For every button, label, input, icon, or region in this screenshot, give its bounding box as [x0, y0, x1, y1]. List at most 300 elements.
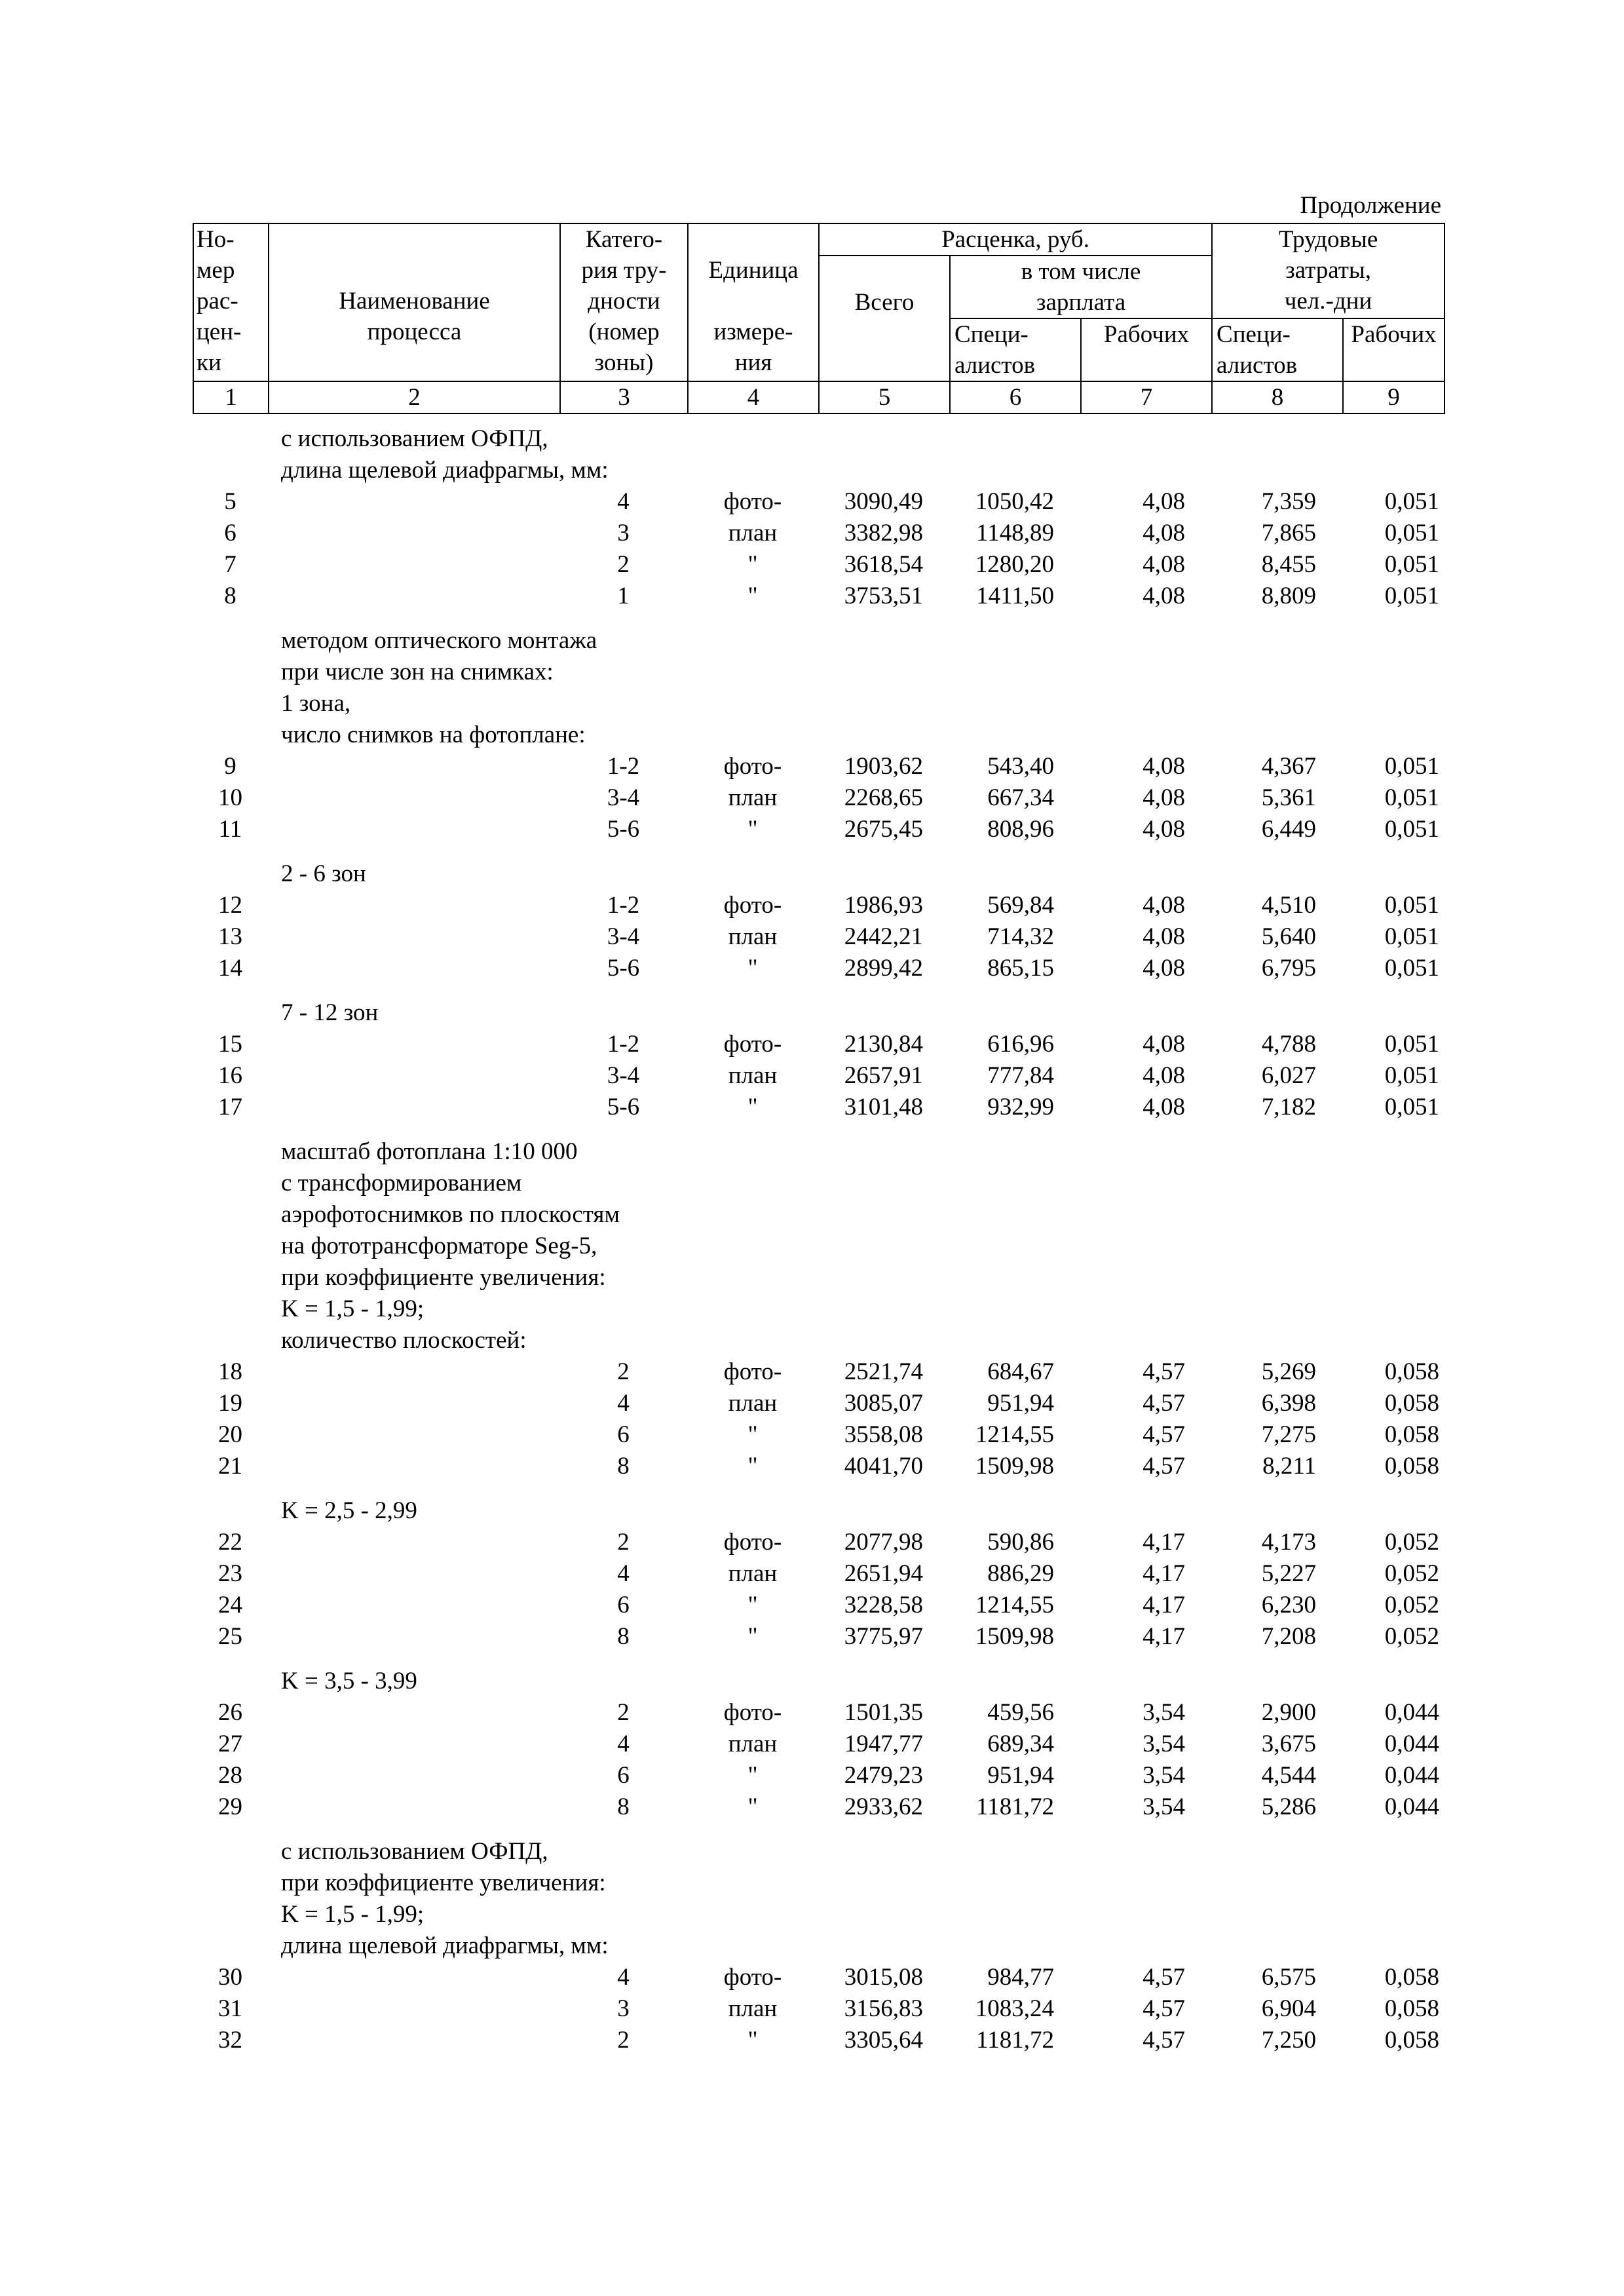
- cell-salary-specialists: 865,15: [987, 955, 1054, 982]
- cell-price-total: 1903,62: [844, 753, 923, 780]
- cell-rate-number: 21: [218, 1453, 242, 1480]
- cell-category: 3-4: [607, 784, 640, 811]
- cell-price-total: 2442,21: [844, 923, 923, 950]
- table-row: [193, 1451, 1444, 1482]
- cell-category: 2: [617, 1358, 630, 1385]
- cell-salary-workers: 3,54: [1142, 1762, 1185, 1789]
- cell-labor-workers: 0,058: [1384, 1390, 1439, 1417]
- cell-salary-specialists: 459,56: [987, 1699, 1054, 1726]
- header-workers-salary: Рабочих: [1081, 318, 1212, 381]
- process-label: методом оптического монтажа: [281, 627, 597, 654]
- cell-price-total: 3101,48: [844, 1094, 923, 1120]
- cell-labor-specialists: 4,544: [1261, 1762, 1316, 1789]
- cell-labor-workers: 0,058: [1384, 1453, 1439, 1480]
- cell-salary-specialists: 689,34: [987, 1731, 1054, 1757]
- table-header: [193, 223, 1445, 414]
- cell-price-total: 3558,08: [844, 1421, 923, 1448]
- cell-salary-specialists: 1509,98: [975, 1623, 1054, 1650]
- cell-rate-number: 18: [218, 1358, 242, 1385]
- cell-rate-number: 25: [218, 1623, 242, 1650]
- cell-labor-specialists: 4,173: [1261, 1529, 1316, 1556]
- cell-salary-workers: 4,08: [1142, 1031, 1185, 1058]
- process-group: [193, 1136, 1444, 1482]
- cell-labor-specialists: 7,275: [1261, 1421, 1316, 1448]
- cell-rate-number: 17: [218, 1094, 242, 1120]
- cell-unit: ": [747, 1762, 758, 1789]
- table-row: [193, 921, 1444, 953]
- process-label: с использованием ОФПД,: [281, 425, 548, 452]
- group-spacer: [193, 1123, 1444, 1136]
- cell-labor-workers: 0,052: [1384, 1560, 1439, 1587]
- cell-category: 3-4: [607, 1062, 640, 1089]
- process-group: [193, 423, 1444, 612]
- cell-labor-specialists: 6,795: [1261, 955, 1316, 982]
- cell-labor-workers: 0,051: [1384, 1062, 1439, 1089]
- column-number: 7: [1081, 381, 1212, 413]
- header-rate-number: Но- мер рас- цен- ки: [193, 223, 269, 381]
- process-label: длина щелевой диафрагмы, мм:: [281, 1932, 609, 1959]
- cell-category: 5-6: [607, 955, 640, 982]
- cell-category: 3: [617, 520, 630, 546]
- cell-category: 4: [617, 488, 630, 515]
- cell-labor-workers: 0,051: [1384, 955, 1439, 982]
- cell-salary-workers: 4,08: [1142, 551, 1185, 578]
- cell-category: 4: [617, 1731, 630, 1757]
- cell-labor-specialists: 5,286: [1261, 1793, 1316, 1820]
- cell-price-total: 1501,35: [844, 1699, 923, 1726]
- cell-category: 4: [617, 1560, 630, 1587]
- cell-salary-workers: 4,08: [1142, 1094, 1185, 1120]
- cell-unit: фото-: [723, 1699, 782, 1726]
- cell-rate-number: 13: [218, 923, 242, 950]
- cell-rate-number: 26: [218, 1699, 242, 1726]
- cell-category: 4: [617, 1390, 630, 1417]
- cell-rate-number: 27: [218, 1731, 242, 1757]
- cell-unit: план: [728, 520, 778, 546]
- cell-salary-specialists: 1050,42: [975, 488, 1054, 515]
- cell-unit: план: [728, 1995, 778, 2022]
- cell-labor-workers: 0,052: [1384, 1529, 1439, 1556]
- column-number: 2: [269, 381, 560, 413]
- cell-rate-number: 11: [218, 816, 242, 843]
- column-number: 6: [950, 381, 1081, 413]
- cell-price-total: 3090,49: [844, 488, 923, 515]
- cell-rate-number: 32: [218, 2027, 242, 2054]
- cell-labor-workers: 0,051: [1384, 892, 1439, 919]
- cell-unit: фото-: [723, 1031, 782, 1058]
- table-row: [193, 581, 1444, 612]
- cell-labor-workers: 0,051: [1384, 520, 1439, 546]
- cell-labor-specialists: 6,027: [1261, 1062, 1316, 1089]
- cell-salary-specialists: 1214,55: [975, 1421, 1054, 1448]
- cell-price-total: 2651,94: [844, 1560, 923, 1587]
- cell-rate-number: 30: [218, 1964, 242, 1991]
- cell-price-total: 2657,91: [844, 1062, 923, 1089]
- cell-salary-workers: 4,08: [1142, 892, 1185, 919]
- cell-rate-number: 9: [224, 753, 236, 780]
- cell-labor-specialists: 6,449: [1261, 816, 1316, 843]
- cell-price-total: 3085,07: [844, 1390, 923, 1417]
- group-spacer: [193, 612, 1444, 625]
- cell-salary-specialists: 1181,72: [976, 1793, 1054, 1820]
- cell-category: 1-2: [607, 1031, 640, 1058]
- table-row: [193, 549, 1444, 581]
- cell-labor-workers: 0,058: [1384, 1995, 1439, 2022]
- cell-rate-number: 14: [218, 955, 242, 982]
- cell-labor-specialists: 5,227: [1261, 1560, 1316, 1587]
- cell-category: 2: [617, 2027, 630, 2054]
- table-row: [193, 890, 1444, 921]
- cell-labor-workers: 0,051: [1384, 551, 1439, 578]
- column-number: 3: [560, 381, 688, 413]
- cell-labor-specialists: 6,904: [1261, 1995, 1316, 2022]
- process-group: [193, 625, 1444, 845]
- table-row: [193, 1993, 1444, 2025]
- cell-salary-specialists: 1083,24: [975, 1995, 1054, 2022]
- group-spacer: [193, 1653, 1444, 1666]
- table-row: [193, 1388, 1444, 1419]
- header-including-salary: в том числе зарплата: [950, 256, 1212, 318]
- cell-salary-workers: 4,08: [1142, 753, 1185, 780]
- cell-category: 5-6: [607, 816, 640, 843]
- cell-salary-specialists: 951,94: [987, 1390, 1054, 1417]
- cell-category: 6: [617, 1592, 630, 1618]
- table-row: [193, 1092, 1444, 1123]
- cell-category: 6: [617, 1762, 630, 1789]
- cell-salary-specialists: 1411,50: [976, 583, 1054, 609]
- cell-unit: фото-: [723, 1358, 782, 1385]
- group-spacer: [193, 984, 1444, 997]
- cell-salary-workers: 4,17: [1142, 1623, 1185, 1650]
- header-process-name: Наименование процесса: [269, 223, 560, 381]
- cell-salary-workers: 4,57: [1142, 1453, 1185, 1480]
- cell-category: 4: [617, 1964, 630, 1991]
- header-specialists-salary: Специ- алистов: [950, 318, 1081, 381]
- cell-category: 8: [617, 1623, 630, 1650]
- cell-unit: фото-: [723, 488, 782, 515]
- process-label: 2 - 6 зон: [281, 860, 366, 887]
- cell-price-total: 3775,97: [844, 1623, 923, 1650]
- header-unit: Единица измере- ния: [688, 223, 819, 381]
- process-label: K = 2,5 - 2,99: [281, 1497, 417, 1524]
- table-row: [193, 1419, 1444, 1451]
- cell-labor-specialists: 7,865: [1261, 520, 1316, 546]
- cell-category: 2: [617, 551, 630, 578]
- cell-salary-specialists: 808,96: [987, 816, 1054, 843]
- cell-unit: фото-: [723, 753, 782, 780]
- process-group: [193, 1495, 1444, 1653]
- process-label: при числе зон на снимках:: [281, 659, 554, 685]
- column-number: 9: [1343, 381, 1445, 413]
- cell-labor-workers: 0,051: [1384, 583, 1439, 609]
- cell-labor-workers: 0,058: [1384, 1964, 1439, 1991]
- process-group: [193, 1666, 1444, 1823]
- cell-labor-specialists: 7,182: [1261, 1094, 1316, 1120]
- continuation-label: Продолжение: [1300, 192, 1441, 219]
- cell-salary-workers: 4,57: [1142, 1421, 1185, 1448]
- header-labor-group: Трудовые затраты, чел.-дни: [1212, 223, 1445, 318]
- cell-salary-workers: 4,08: [1142, 955, 1185, 982]
- cell-labor-workers: 0,058: [1384, 1358, 1439, 1385]
- cell-rate-number: 16: [218, 1062, 242, 1089]
- cell-price-total: 3382,98: [844, 520, 923, 546]
- cell-labor-workers: 0,044: [1384, 1699, 1439, 1726]
- cell-salary-workers: 4,08: [1142, 816, 1185, 843]
- table-row: [193, 518, 1444, 549]
- cell-labor-workers: 0,051: [1384, 816, 1439, 843]
- cell-rate-number: 24: [218, 1592, 242, 1618]
- cell-labor-workers: 0,051: [1384, 488, 1439, 515]
- table-row: [193, 1621, 1444, 1653]
- process-label: K = 1,5 - 1,99;: [281, 1295, 425, 1322]
- cell-unit: ": [747, 816, 758, 843]
- cell-labor-workers: 0,052: [1384, 1623, 1439, 1650]
- cell-salary-workers: 3,54: [1142, 1793, 1185, 1820]
- cell-labor-workers: 0,058: [1384, 2027, 1439, 2054]
- cell-labor-specialists: 7,250: [1261, 2027, 1316, 2054]
- cell-rate-number: 20: [218, 1421, 242, 1448]
- table-row: [193, 2025, 1444, 2056]
- cell-salary-specialists: 616,96: [987, 1031, 1054, 1058]
- cell-price-total: 1986,93: [844, 892, 923, 919]
- cell-unit: ": [747, 1793, 758, 1820]
- cell-unit: ": [747, 1592, 758, 1618]
- cell-labor-workers: 0,051: [1384, 923, 1439, 950]
- table-row: [193, 1697, 1444, 1729]
- cell-rate-number: 31: [218, 1995, 242, 2022]
- table-row: [193, 1029, 1444, 1060]
- cell-price-total: 2675,45: [844, 816, 923, 843]
- header-rate-group: Расценка, руб.: [819, 223, 1212, 256]
- cell-price-total: 3228,58: [844, 1592, 923, 1618]
- table-row: [193, 1791, 1444, 1823]
- group-spacer: [193, 845, 1444, 858]
- process-label: 1 зона,: [281, 690, 351, 717]
- cell-labor-specialists: 7,208: [1261, 1623, 1316, 1650]
- table-row: [193, 1558, 1444, 1590]
- process-group: [193, 1836, 1444, 2056]
- cell-price-total: 2521,74: [844, 1358, 923, 1385]
- cell-labor-specialists: 8,455: [1261, 551, 1316, 578]
- table-row: [193, 1729, 1444, 1760]
- cell-salary-workers: 4,57: [1142, 1995, 1185, 2022]
- cell-category: 3: [617, 1995, 630, 2022]
- cell-labor-workers: 0,052: [1384, 1592, 1439, 1618]
- cell-salary-workers: 4,17: [1142, 1529, 1185, 1556]
- cell-labor-specialists: 5,361: [1261, 784, 1316, 811]
- cell-salary-specialists: 569,84: [987, 892, 1054, 919]
- table-row: [193, 1590, 1444, 1621]
- column-number: 4: [688, 381, 819, 413]
- process-label: масштаб фотоплана 1:10 000: [281, 1138, 578, 1165]
- cell-labor-specialists: 8,211: [1262, 1453, 1316, 1480]
- cell-labor-specialists: 6,398: [1261, 1390, 1316, 1417]
- cell-salary-workers: 4,08: [1142, 583, 1185, 609]
- cell-salary-specialists: 886,29: [987, 1560, 1054, 1587]
- cell-unit: план: [728, 1390, 778, 1417]
- column-number: 8: [1212, 381, 1343, 413]
- table-row: [193, 782, 1444, 814]
- cell-labor-workers: 0,051: [1384, 1031, 1439, 1058]
- group-spacer: [193, 1482, 1444, 1495]
- group-spacer: [193, 1823, 1444, 1836]
- cell-salary-workers: 3,54: [1142, 1699, 1185, 1726]
- cell-rate-number: 23: [218, 1560, 242, 1587]
- process-label: аэрофотоснимков по плоскостям: [281, 1201, 620, 1228]
- cell-labor-workers: 0,044: [1384, 1762, 1439, 1789]
- cell-rate-number: 6: [224, 520, 236, 546]
- cell-labor-specialists: 6,575: [1261, 1964, 1316, 1991]
- cell-salary-specialists: 932,99: [987, 1094, 1054, 1120]
- cell-labor-workers: 0,044: [1384, 1731, 1439, 1757]
- cell-unit: ": [747, 2027, 758, 2054]
- cell-salary-workers: 4,08: [1142, 784, 1185, 811]
- cell-price-total: 1947,77: [844, 1731, 923, 1757]
- cell-salary-workers: 3,54: [1142, 1731, 1185, 1757]
- cell-category: 1-2: [607, 892, 640, 919]
- cell-price-total: 2268,65: [844, 784, 923, 811]
- table-row: [193, 1962, 1444, 1993]
- cell-salary-specialists: 667,34: [987, 784, 1054, 811]
- cell-price-total: 3618,54: [844, 551, 923, 578]
- table-row: [193, 953, 1444, 984]
- column-number-row: [193, 381, 1445, 413]
- cell-unit: план: [728, 923, 778, 950]
- cell-rate-number: 7: [224, 551, 236, 578]
- cell-rate-number: 8: [224, 583, 236, 609]
- cell-labor-specialists: 5,269: [1261, 1358, 1316, 1385]
- table-row: [193, 751, 1444, 782]
- cell-labor-specialists: 4,367: [1261, 753, 1316, 780]
- table-row: [193, 1760, 1444, 1791]
- cell-salary-specialists: 777,84: [987, 1062, 1054, 1089]
- cell-salary-workers: 4,17: [1142, 1592, 1185, 1618]
- cell-labor-workers: 0,051: [1384, 1094, 1439, 1120]
- cell-unit: план: [728, 784, 778, 811]
- cell-category: 5-6: [607, 1094, 640, 1120]
- cell-category: 2: [617, 1529, 630, 1556]
- table-row: [193, 1356, 1444, 1388]
- cell-price-total: 2933,62: [844, 1793, 923, 1820]
- process-group: [193, 997, 1444, 1123]
- cell-price-total: 2130,84: [844, 1031, 923, 1058]
- process-label: длина щелевой диафрагмы, мм:: [281, 457, 609, 484]
- cell-salary-specialists: 1148,89: [976, 520, 1054, 546]
- column-number: 5: [819, 381, 950, 413]
- cell-rate-number: 15: [218, 1031, 242, 1058]
- cell-salary-specialists: 1280,20: [975, 551, 1054, 578]
- cell-salary-workers: 4,08: [1142, 1062, 1185, 1089]
- cell-rate-number: 12: [218, 892, 242, 919]
- cell-category: 1: [617, 583, 630, 609]
- cell-labor-specialists: 4,510: [1261, 892, 1316, 919]
- cell-price-total: 2479,23: [844, 1762, 923, 1789]
- cell-salary-specialists: 684,67: [987, 1358, 1054, 1385]
- table-body: [193, 423, 1444, 2056]
- cell-labor-specialists: 4,788: [1261, 1031, 1316, 1058]
- cell-salary-specialists: 1509,98: [975, 1453, 1054, 1480]
- cell-labor-specialists: 5,640: [1261, 923, 1316, 950]
- process-label: K = 1,5 - 1,99;: [281, 1901, 425, 1928]
- process-label: с трансформированием: [281, 1170, 522, 1196]
- cell-price-total: 4041,70: [844, 1453, 923, 1480]
- table-row: [193, 1060, 1444, 1092]
- cell-salary-workers: 4,57: [1142, 1964, 1185, 1991]
- cell-salary-specialists: 1181,72: [976, 2027, 1054, 2054]
- cell-salary-specialists: 951,94: [987, 1762, 1054, 1789]
- header-total: Всего: [819, 256, 950, 381]
- cell-labor-workers: 0,051: [1384, 753, 1439, 780]
- cell-unit: фото-: [723, 1529, 782, 1556]
- cell-salary-specialists: 714,32: [987, 923, 1054, 950]
- cell-unit: фото-: [723, 892, 782, 919]
- process-label: 7 - 12 зон: [281, 999, 379, 1026]
- cell-salary-workers: 4,17: [1142, 1560, 1185, 1587]
- process-label: число снимков на фотоплане:: [281, 721, 586, 748]
- cell-rate-number: 22: [218, 1529, 242, 1556]
- table-row: [193, 486, 1444, 518]
- cell-rate-number: 19: [218, 1390, 242, 1417]
- cell-unit: план: [728, 1062, 778, 1089]
- cell-price-total: 3015,08: [844, 1964, 923, 1991]
- process-label: с использованием ОФПД,: [281, 1838, 548, 1865]
- header-workers-labor: Рабочих: [1343, 318, 1445, 381]
- cell-salary-workers: 4,08: [1142, 520, 1185, 546]
- cell-salary-workers: 4,08: [1142, 923, 1185, 950]
- process-group: [193, 858, 1444, 984]
- header-specialists-labor: Специ- алистов: [1212, 318, 1343, 381]
- cell-category: 1-2: [607, 753, 640, 780]
- header-category: Катего- рия тру- дности (номер зоны): [560, 223, 688, 381]
- cell-unit: ": [747, 1094, 758, 1120]
- cell-labor-specialists: 7,359: [1261, 488, 1316, 515]
- cell-labor-workers: 0,058: [1384, 1421, 1439, 1448]
- cell-unit: ": [747, 583, 758, 609]
- cell-salary-specialists: 543,40: [987, 753, 1054, 780]
- cell-unit: ": [747, 1623, 758, 1650]
- cell-price-total: 2899,42: [844, 955, 923, 982]
- cell-labor-specialists: 3,675: [1261, 1731, 1316, 1757]
- cell-labor-workers: 0,044: [1384, 1793, 1439, 1820]
- cell-unit: ": [747, 1421, 758, 1448]
- cell-salary-workers: 4,57: [1142, 1390, 1185, 1417]
- cell-unit: ": [747, 955, 758, 982]
- cell-labor-specialists: 6,230: [1261, 1592, 1316, 1618]
- cell-price-total: 2077,98: [844, 1529, 923, 1556]
- table-row: [193, 1527, 1444, 1558]
- cell-price-total: 3753,51: [844, 583, 923, 609]
- process-label: на фототрансформаторе Seg-5,: [281, 1233, 597, 1259]
- cell-unit: ": [747, 551, 758, 578]
- cell-price-total: 3156,83: [844, 1995, 923, 2022]
- cell-unit: фото-: [723, 1964, 782, 1991]
- cell-category: 3-4: [607, 923, 640, 950]
- process-label: при коэффициенте увеличения:: [281, 1869, 606, 1896]
- cell-labor-workers: 0,051: [1384, 784, 1439, 811]
- cell-salary-workers: 4,57: [1142, 1358, 1185, 1385]
- cell-salary-workers: 4,08: [1142, 488, 1185, 515]
- process-label: при коэффициенте увеличения:: [281, 1264, 606, 1291]
- cell-rate-number: 29: [218, 1793, 242, 1820]
- process-label: K = 3,5 - 3,99: [281, 1668, 417, 1694]
- cell-unit: ": [747, 1453, 758, 1480]
- column-number: 1: [193, 381, 269, 413]
- cell-labor-specialists: 2,900: [1261, 1699, 1316, 1726]
- table-row: [193, 814, 1444, 845]
- cell-category: 6: [617, 1421, 630, 1448]
- cell-rate-number: 10: [218, 784, 242, 811]
- cell-rate-number: 5: [224, 488, 236, 515]
